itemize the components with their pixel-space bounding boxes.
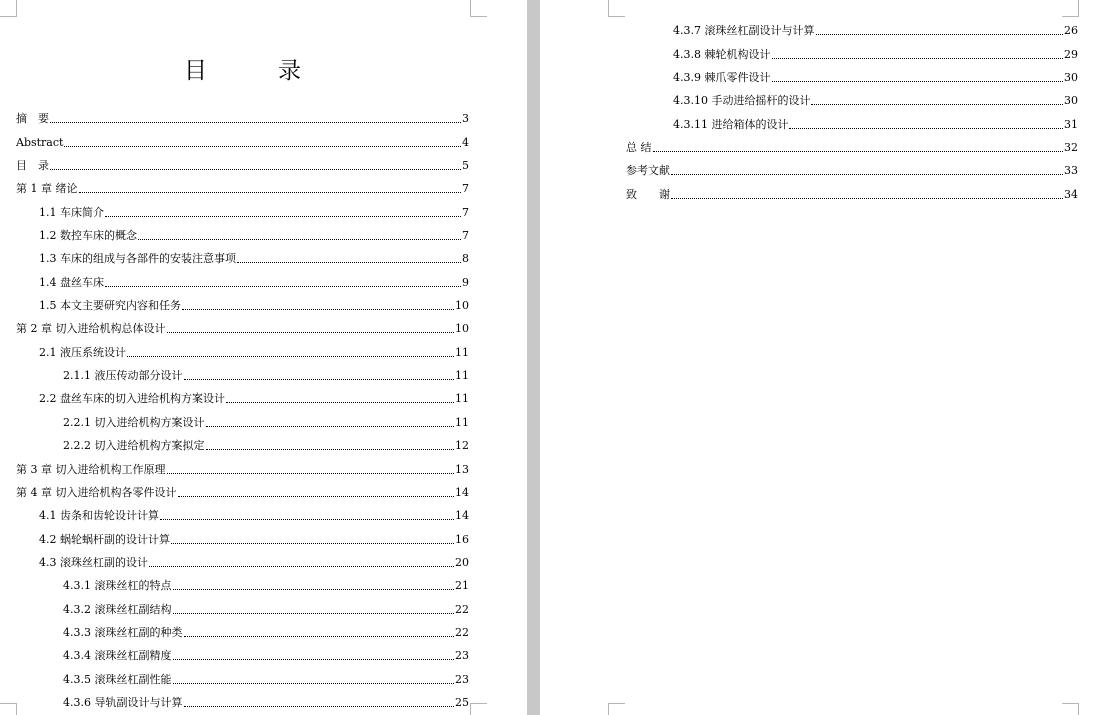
toc-page-number: 22 — [455, 625, 469, 639]
toc-entry[interactable] — [16, 363, 469, 386]
dot-leader — [79, 192, 462, 193]
dot-leader — [173, 589, 455, 590]
toc-entry-text: 2.2 盘丝车床的切入进给机构方案设计 — [39, 392, 225, 406]
dot-leader — [789, 128, 1063, 129]
toc-entry-text: 4.3.2 滚珠丝杠副结构 — [63, 602, 172, 616]
dot-leader — [772, 58, 1064, 59]
toc-entry[interactable] — [16, 129, 469, 152]
toc-entry[interactable] — [626, 181, 1078, 204]
toc-title: 目 录 — [184, 58, 325, 84]
toc-entry-text: 4.3.8 棘轮机构设计 — [673, 47, 771, 61]
dot-leader — [171, 543, 454, 544]
toc-page-number: 25 — [455, 695, 469, 709]
dot-leader — [167, 473, 455, 474]
toc-page-number: 4 — [462, 135, 469, 149]
toc-page-number: 16 — [455, 532, 469, 546]
toc-entry[interactable] — [16, 596, 469, 619]
toc-entry[interactable] — [626, 111, 1078, 134]
toc-entry[interactable] — [626, 158, 1078, 181]
toc-list-right — [626, 18, 1078, 205]
toc-entry[interactable] — [16, 153, 469, 176]
toc-entry[interactable] — [626, 135, 1078, 158]
toc-entry-text: 4.3 滚珠丝杠副的设计 — [39, 555, 148, 569]
dot-leader — [127, 356, 454, 357]
toc-entry-text: 4.1 齿条和齿轮设计计算 — [39, 509, 159, 523]
toc-entry-text: 2.2.1 切入进给机构方案设计 — [63, 415, 205, 429]
toc-entry[interactable] — [16, 316, 469, 339]
toc-entry-text: 摘 要 — [16, 112, 49, 126]
dot-leader — [184, 379, 455, 380]
toc-entry[interactable] — [16, 223, 469, 246]
toc-page-number: 13 — [455, 462, 469, 476]
toc-page-number: 23 — [455, 672, 469, 686]
dot-leader — [173, 613, 455, 614]
dot-leader — [226, 402, 454, 403]
margin-corner-mark — [0, 0, 17, 17]
toc-entry-text: 2.1 液压系统设计 — [39, 345, 126, 359]
toc-page-number: 3 — [462, 112, 469, 126]
toc-page-number: 34 — [1064, 187, 1078, 201]
toc-entry[interactable] — [16, 433, 469, 456]
toc-entry-text: 1.2 数控车床的概念 — [39, 229, 137, 243]
dot-leader — [811, 104, 1063, 105]
toc-entry[interactable] — [16, 293, 469, 316]
dot-leader — [237, 262, 461, 263]
toc-page-number: 11 — [455, 415, 469, 429]
toc-entry-text: 4.3.9 棘爪零件设计 — [673, 71, 771, 85]
toc-entry[interactable] — [16, 386, 469, 409]
toc-page-number: 11 — [455, 392, 469, 406]
toc-entry-text: 4.3.6 导轨副设计与计算 — [63, 695, 183, 709]
toc-entry[interactable] — [16, 503, 469, 526]
dot-leader — [149, 566, 454, 567]
dot-leader — [50, 122, 461, 123]
toc-page-number: 20 — [455, 555, 469, 569]
dot-leader — [105, 216, 461, 217]
toc-entry[interactable] — [16, 246, 469, 269]
toc-entry[interactable] — [16, 106, 469, 129]
margin-corner-mark — [470, 0, 487, 17]
toc-entry[interactable] — [626, 41, 1078, 64]
dot-leader — [206, 449, 455, 450]
toc-entry-text: 4.2 蜗轮蜗杆副的设计计算 — [39, 532, 170, 546]
toc-entry-text: 1.4 盘丝车床 — [39, 275, 104, 289]
toc-entry-text: 参考文献 — [626, 164, 670, 178]
toc-entry[interactable] — [16, 456, 469, 479]
margin-corner-mark — [608, 0, 625, 17]
dot-leader — [671, 174, 1063, 175]
dot-leader — [64, 146, 461, 147]
page-gutter — [527, 0, 540, 715]
dot-leader — [182, 309, 454, 310]
toc-entry[interactable] — [16, 526, 469, 549]
toc-entry-text: 2.2.2 切入进给机构方案拟定 — [63, 439, 205, 453]
toc-page-number: 10 — [455, 299, 469, 313]
toc-entry-text: 目 录 — [16, 159, 49, 173]
toc-entry[interactable] — [16, 620, 469, 643]
dot-leader — [173, 659, 455, 660]
toc-entry-text: 致 谢 — [626, 187, 670, 201]
toc-page-number: 14 — [455, 509, 469, 523]
dot-leader — [160, 519, 454, 520]
toc-page-number: 23 — [455, 649, 469, 663]
toc-page-number: 7 — [462, 205, 469, 219]
dot-leader — [653, 151, 1064, 152]
toc-entry[interactable] — [16, 573, 469, 596]
toc-entry[interactable] — [16, 176, 469, 199]
toc-page-number: 31 — [1064, 117, 1078, 131]
dot-leader — [138, 239, 461, 240]
toc-entry-text: 1.3 车床的组成与各部件的安装注意事项 — [39, 252, 236, 266]
toc-page-number: 12 — [455, 439, 469, 453]
dot-leader — [772, 81, 1064, 82]
toc-entry[interactable] — [16, 269, 469, 292]
right-page — [540, 0, 1099, 715]
toc-list-left — [16, 106, 469, 713]
toc-entry-text: 第 3 章 切入进给机构工作原理 — [16, 462, 166, 476]
toc-page-number: 9 — [462, 275, 469, 289]
toc-entry-text: 4.3.11 进给箱体的设计 — [673, 117, 789, 131]
left-page — [0, 0, 527, 715]
toc-entry[interactable] — [16, 480, 469, 503]
toc-page-number: 33 — [1064, 164, 1078, 178]
margin-corner-mark — [608, 703, 625, 715]
toc-page-number: 29 — [1064, 47, 1078, 61]
toc-entry-text: 1.1 车床简介 — [39, 205, 104, 219]
toc-page-number: 22 — [455, 602, 469, 616]
dot-leader — [167, 332, 455, 333]
toc-entry[interactable] — [626, 65, 1078, 88]
dot-leader — [178, 496, 455, 497]
dot-leader — [105, 286, 461, 287]
toc-entry[interactable] — [626, 88, 1078, 111]
toc-page-number: 8 — [462, 252, 469, 266]
toc-entry-text: 第 2 章 切入进给机构总体设计 — [16, 322, 166, 336]
toc-entry[interactable] — [626, 18, 1078, 41]
toc-entry-text: 总 结 — [626, 141, 652, 155]
toc-page-number: 26 — [1064, 24, 1078, 38]
toc-entry[interactable] — [16, 550, 469, 573]
toc-entry-text: 4.3.1 滚珠丝杠的特点 — [63, 579, 172, 593]
toc-page-number: 11 — [455, 369, 469, 383]
toc-entry[interactable] — [16, 643, 469, 666]
dot-leader — [173, 683, 455, 684]
dot-leader — [816, 34, 1064, 35]
dot-leader — [206, 426, 455, 427]
toc-page-number: 14 — [455, 485, 469, 499]
toc-page-number: 7 — [462, 229, 469, 243]
toc-entry-text: 2.1.1 液压传动部分设计 — [63, 369, 183, 383]
toc-page-number: 30 — [1064, 71, 1078, 85]
toc-entry[interactable] — [16, 339, 469, 362]
toc-page-number: 11 — [455, 345, 469, 359]
margin-corner-mark — [0, 703, 17, 715]
toc-entry[interactable] — [16, 409, 469, 432]
toc-page-number: 21 — [455, 579, 469, 593]
toc-entry-text: 第 1 章 绪论 — [16, 182, 78, 196]
toc-entry-text: 4.3.10 手动进给摇杆的设计 — [673, 94, 811, 108]
toc-entry-text: 第 4 章 切入进给机构各零件设计 — [16, 485, 177, 499]
margin-corner-mark — [1062, 703, 1079, 715]
toc-page-number: 30 — [1064, 94, 1078, 108]
toc-entry-text: 1.5 本文主要研究内容和任务 — [39, 299, 181, 313]
toc-entry[interactable] — [16, 666, 469, 689]
toc-page-number: 5 — [462, 159, 469, 173]
dot-leader — [184, 706, 455, 707]
toc-entry-text: 4.3.7 滚珠丝杠副设计与计算 — [673, 24, 815, 38]
toc-page-number: 10 — [455, 322, 469, 336]
dot-leader — [50, 169, 461, 170]
toc-entry[interactable] — [16, 199, 469, 222]
toc-entry-text: Abstract — [16, 135, 64, 149]
toc-entry[interactable] — [16, 690, 469, 713]
toc-entry-text: 4.3.4 滚珠丝杠副精度 — [63, 649, 172, 663]
toc-page-number: 7 — [462, 182, 469, 196]
toc-entry-text: 4.3.5 滚珠丝杠副性能 — [63, 672, 172, 686]
margin-corner-mark — [1062, 0, 1079, 17]
toc-page-number: 32 — [1064, 141, 1078, 155]
dot-leader — [184, 636, 455, 637]
toc-entry-text: 4.3.3 滚珠丝杠副的种类 — [63, 625, 183, 639]
dot-leader — [671, 198, 1063, 199]
margin-corner-mark — [470, 703, 487, 715]
